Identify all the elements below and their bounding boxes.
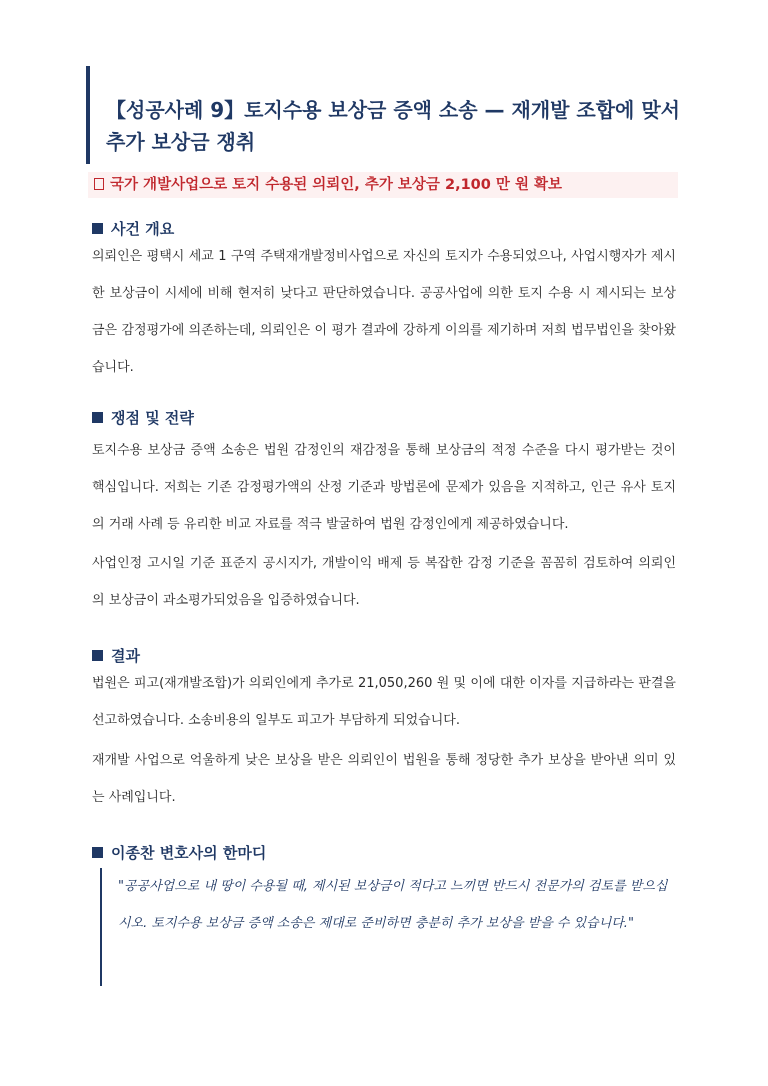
checkbox-icon bbox=[94, 178, 104, 190]
section-heading-overview: 사건 개요 bbox=[92, 219, 174, 239]
section-heading-result: 결과 bbox=[92, 646, 140, 666]
paragraph-strategy-1: 토지수용 보상금 증액 소송은 법원 감정인의 재감정을 통해 보상금의 적정 수준을 다시 평가받는 것이 핵심입니다. 저희는 기존 감정평가액의 산정 기준과 방법론에 문제가 있음을 지적하고, 인근 유사 토지의 거래 사례 등 유리한 비교 자료를 적극 발굴하여 법원 감정인에게 제공하였습니다. bbox=[92, 443, 676, 532]
paragraph-result-1: 법원은 피고(재개발조합)가 의뢰인에게 추가로 21,050,260 원 및 이에 대한 이자를 지급하라는 판결을 선고하였습니다. 소송비용의 일부도 피고가 부담하게 되었습니다. bbox=[92, 676, 676, 728]
square-bullet-icon bbox=[92, 412, 103, 423]
section-heading-lawyer-comment: 이종찬 변호사의 한마디 bbox=[92, 843, 266, 863]
section-heading-strategy: 쟁점 및 전략 bbox=[92, 408, 194, 428]
title-block bbox=[86, 66, 682, 164]
square-bullet-icon bbox=[92, 650, 103, 661]
paragraph-strategy-2: 사업인정 고시일 기준 표준지 공시지가, 개발이익 배제 등 복잡한 감정 기준을 꼼꼼히 검토하여 의뢰인의 보상금이 과소평가되었음을 입증하였습니다. bbox=[92, 556, 676, 608]
square-bullet-icon bbox=[92, 223, 103, 234]
lawyer-quote bbox=[100, 868, 678, 986]
highlight-text: 국가 개발사업으로 토지 수용된 의뢰인, 추가 보상금 2,100 만 원 확보 bbox=[110, 177, 563, 193]
highlight-banner bbox=[88, 172, 678, 198]
page-title: 【성공사례 9】토지수용 보상금 증액 소송 — 재개발 조합에 맞서 추가 보상금 쟁취 bbox=[106, 98, 680, 154]
quote-text: "공공사업으로 내 땅이 수용될 때, 제시된 보상금이 적다고 느끼면 반드시 전문가의 검토를 받으십시오. 토지수용 보상금 증액 소송은 제대로 준비하면 충분히 추가 보상을 받을 수 있습니다." bbox=[118, 879, 668, 931]
square-bullet-icon bbox=[92, 847, 103, 858]
paragraph-overview: 의뢰인은 평택시 세교 1 구역 주택재개발정비사업으로 자신의 토지가 수용되었으나, 사업시행자가 제시한 보상금이 시세에 비해 현저히 낮다고 판단하였습니다. 공공사업에 의한 토지 수용 시 제시되는 보상금은 감정평가에 의존하는데, 의뢰인은 이 평가 결과에 강하게 이의를 제기하며 저희 법무법인을 찾아왔습니다. bbox=[92, 249, 676, 375]
paragraph-result-2: 재개발 사업으로 억울하게 낮은 보상을 받은 의뢰인이 법원을 통해 정당한 추가 보상을 받아낸 의미 있는 사례입니다. bbox=[92, 753, 676, 805]
